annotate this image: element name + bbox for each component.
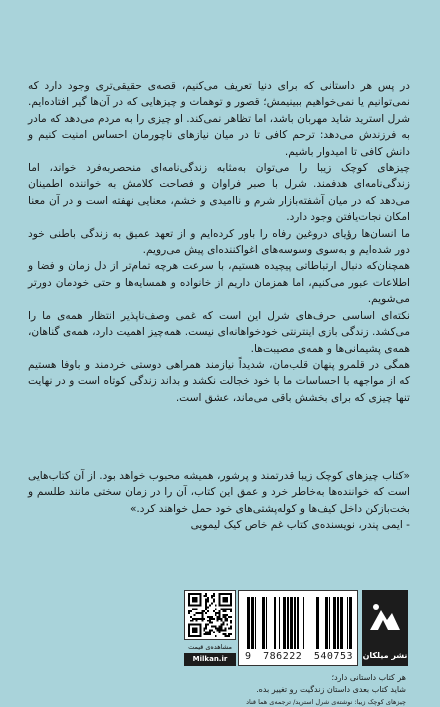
- synopsis-text: [28, 78, 410, 406]
- quote-text: «کتاب چیزهای کوچک زیبا قدرتمند و پرشور، همیشه محبوب خواهد بود. از آن کتاب‌هایی است که خواننده‌ها به‌خاطر خرد و عمق این کتاب، آن را در زمان سختی مانند طلسم و بخت‌بازکن داخل کیف‌ها و کوله‌پشتی‌های خود حمل خواهند کرد.»: [28, 470, 410, 515]
- isbn-group-2: 540753: [313, 651, 353, 662]
- paragraph: همگی در قلمرو پنهان قلب‌مان، شدیداً نیازمند همراهی دوستی خردمند و باوفا هستیم که از مواجهه با احساسات ما با خود خجالت نکشد و بداند زندگی کوتاه است و در نهایت تنها چیزی که برای بخشش باقی می‌ماند، عشق است.: [28, 358, 410, 404]
- barcode-icon: [239, 591, 357, 651]
- paragraph: همچنان‌که دنبال ارتباطاتی پیچیده هستیم، با سرعت هرچه تمام‌تر از دل زمان و فضا و اطلاعات عبور می‌کنیم، اما همزمان داریم از خانواده و همسایه‌ها و حتی خودمان دورتر می‌شویم.: [28, 260, 410, 306]
- footer-area: [0, 590, 440, 706]
- tagline: [226, 672, 406, 696]
- price-label: مشاهده‌ی قیمت: [188, 643, 232, 651]
- tagline-line: هر کتاب داستانی دارد؛: [331, 673, 406, 682]
- qr-code[interactable]: [184, 590, 236, 640]
- paragraph: چیزهای کوچک زیبا را می‌توان به‌مثابه زندگی‌نامه‌ای منحصربه‌فرد خواند، اما زندگی‌نامه‌ای هدفمند. شرل با صبر فراوان و فصاحت کلامش به خواننده اطمینان می‌دهد که در میان آشفته‌بازار شرم و ناامیدی و خشم، معنایی نهفته است و در آن معنا امکان نجات‌یافتن وجود دارد.: [28, 162, 410, 224]
- isbn-prefix: 9: [245, 651, 252, 662]
- paragraph: در پس هر داستانی که برای دنیا تعریف می‌کنیم، قصه‌ی حقیقی‌تری وجود دارد که نمی‌توانیم یا نمی‌خواهیم ببینیمش؛ قصور و توهمات و چیزهایی که در آن‌ها گیر افتاده‌ایم. شرل استرید شاید مهربان باشد، اما تظاهر نمی‌کند. او چیزی را به مردم می‌دهد که مادر به فرزندش می‌دهد: ترحم کافی تا در میان نیازهای ناچورمان احساس امنیت کنیم و دانش کافی تا امیدوار باشیم.: [28, 80, 410, 158]
- mountain-logo-icon: [368, 598, 402, 636]
- isbn-group-1: 786222: [263, 651, 303, 662]
- tagline-line: شاید کتاب بعدی داستان زندگیت رو تغییر بده.: [256, 685, 406, 694]
- blurb-quote: [28, 468, 410, 534]
- publisher-logo: [362, 590, 408, 666]
- isbn-barcode: [238, 590, 358, 666]
- paragraph: ما انسان‌ها رؤیای دروغین رفاه را باور کرده‌ایم و از تعهد عمیق به زندگی باطنی خود دور شده‌ایم و به‌سوی وسوسه‌های اغواکننده‌ای پیش می‌رویم.: [28, 227, 410, 257]
- book-credit: چیزهای کوچک زیبا: نوشته‌ی شرل استرید/ ترجمه‌ی هما قناد: [246, 698, 406, 706]
- qr-code-icon: [185, 591, 235, 639]
- website-label[interactable]: Milkan.ir: [184, 653, 236, 666]
- isbn-number: [245, 651, 353, 663]
- quote-author: - ایمی پندر، نویسنده‌ی کتاب غم خاص کیک لیمویی: [190, 519, 410, 532]
- paragraph: نکته‌ای اساسی حرف‌های شرل این است که غمی وصف‌ناپذیر انتظار همه‌ی ما را می‌کشد. زندگی بازی اینترنتی خودخواهانه‌ای نیست. همه‌چیز اهمیت دارد، همه‌ی گناهان، همه‌ی پشیمانی‌ها و همه‌ی مصیبت‌ها.: [28, 309, 410, 355]
- publisher-name: نشر میلکان: [362, 651, 408, 660]
